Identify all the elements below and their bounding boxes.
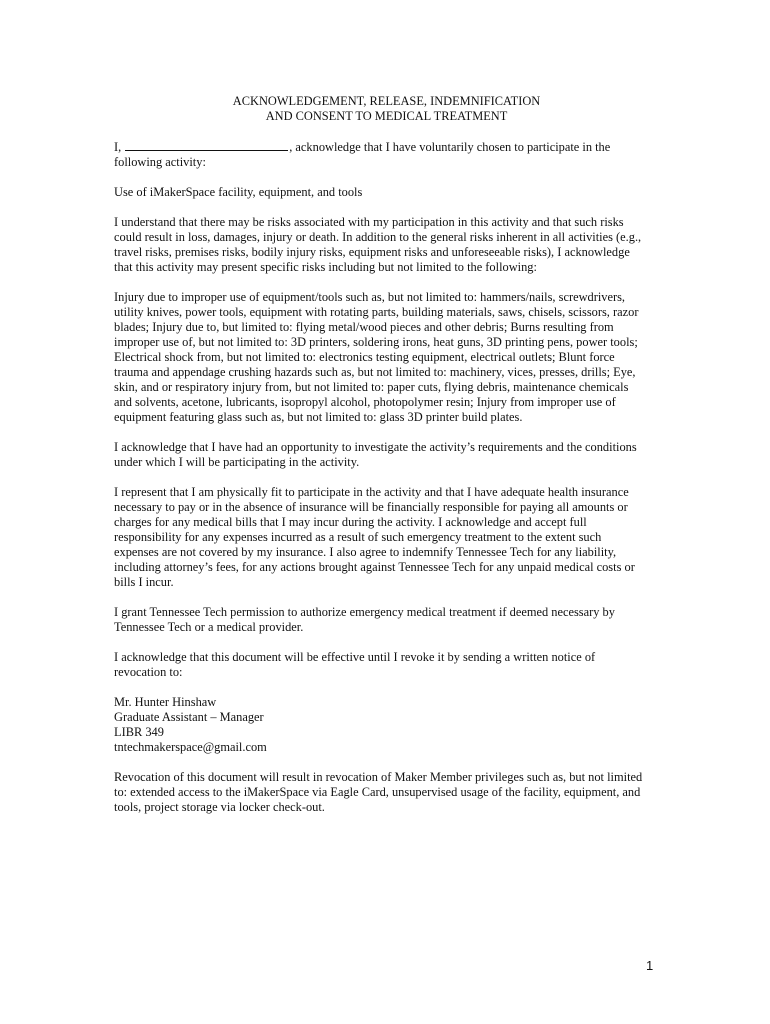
title-line-2: AND CONSENT TO MEDICAL TREATMENT bbox=[265, 109, 508, 123]
contact-title: Graduate Assistant – Manager bbox=[114, 710, 264, 724]
paragraph-line: trauma and appendage crushing hazards such as, but not limited to: machinery, vices, presses, drills; Eye, bbox=[114, 365, 636, 379]
participant-line-1 bbox=[114, 139, 659, 155]
document-title bbox=[114, 94, 659, 124]
paragraph-line: expenses are not covered by my insurance. I also agree to indemnify Tennessee Tech for any liability, bbox=[114, 545, 617, 559]
effective-period-paragraph bbox=[114, 650, 659, 680]
paragraph-line: I acknowledge that I have had an opportunity to investigate the activity’s requirements and the conditions bbox=[114, 440, 637, 454]
participant-name-field[interactable] bbox=[125, 139, 288, 151]
paragraph-line: equipment featuring glass such as, but not limited to: glass 3D printer build plates. bbox=[114, 410, 523, 424]
paragraph-line: revocation to: bbox=[114, 665, 183, 679]
contact-name: Mr. Hunter Hinshaw bbox=[114, 695, 217, 709]
paragraph-line: blades; Injury due to, but limited to: flying metal/wood pieces and other debris; Burns resulting from bbox=[114, 320, 614, 334]
paragraph-line: utility knives, power tools, equipment with rotating parts, building materials, saws, chisels, scissors, razor bbox=[114, 305, 639, 319]
paragraph-line: I grant Tennessee Tech permission to authorize emergency medical treatment if deemed necessary by bbox=[114, 605, 615, 619]
paragraph-line: Electrical shock from, but not limited to: electronics testing equipment, electrical outlets; Blunt force bbox=[114, 350, 615, 364]
participant-prefix: I, bbox=[114, 140, 122, 154]
paragraph-line: I represent that I am physically fit to participate in the activity and that I have adequate health insurance bbox=[114, 485, 629, 499]
document-content bbox=[114, 94, 659, 815]
paragraph-line: including attorney’s fees, for any actions brought against Tennessee Tech for any unpaid medical costs or bbox=[114, 560, 635, 574]
participant-statement bbox=[114, 139, 659, 170]
contact-block bbox=[114, 695, 659, 755]
paragraph-line: Injury due to improper use of equipment/tools such as, but not limited to: hammers/nails, screwdrivers, bbox=[114, 290, 626, 304]
activity-text: Use of iMakerSpace facility, equipment, and tools bbox=[114, 185, 363, 199]
revocation-paragraph bbox=[114, 770, 659, 815]
participant-line-2: following activity: bbox=[114, 155, 206, 169]
paragraph-line: I acknowledge that this document will be effective until I revoke it by sending a written notice of bbox=[114, 650, 596, 664]
paragraph-line: Revocation of this document will result in revocation of Maker Member privileges such as, but not limited bbox=[114, 770, 643, 784]
paragraph-line: necessary to pay or in the absence of insurance will be financially responsible for paying all amounts or bbox=[114, 500, 628, 514]
activity-line bbox=[114, 185, 659, 200]
paragraph-line: tools, project storage via locker check-out. bbox=[114, 800, 325, 814]
paragraph-line: improper use of, but not limited to: 3D printers, soldering irons, heat guns, 3D printing pens, power tools; bbox=[114, 335, 638, 349]
paragraph-line: Tennessee Tech or a medical provider. bbox=[114, 620, 304, 634]
page-number: 1 bbox=[646, 958, 654, 973]
paragraph-line: and solvents, acetone, lubricants, isopropyl alcohol, photopolymer resin; Injury from improper use of bbox=[114, 395, 616, 409]
participant-suffix: , acknowledge that I have voluntarily chosen to participate in the bbox=[289, 140, 611, 154]
title-line-1: ACKNOWLEDGEMENT, RELEASE, INDEMNIFICATION bbox=[232, 94, 541, 108]
specific-risks-paragraph bbox=[114, 290, 659, 425]
paragraph-line: responsibility for any expenses incurred as a result of such emergency treatment to the extent such bbox=[114, 530, 602, 544]
paragraph-line: to: extended access to the iMakerSpace via Eagle Card, unsupervised usage of the facility, equipment, and bbox=[114, 785, 641, 799]
paragraph-line: charges for any medical bills that I may incur during the activity. I acknowledge and accept full bbox=[114, 515, 587, 529]
paragraph-line: travel risks, premises risks, bodily injury risks, equipment risks and unforeseeable risks), I acknowledge bbox=[114, 245, 630, 259]
contact-email: tntechmakerspace@gmail.com bbox=[114, 740, 267, 754]
risk-acknowledgement-paragraph bbox=[114, 215, 659, 275]
paragraph-line: under which I will be participating in the activity. bbox=[114, 455, 360, 469]
insurance-paragraph bbox=[114, 485, 659, 590]
medical-permission-paragraph bbox=[114, 605, 659, 635]
investigation-paragraph bbox=[114, 440, 659, 470]
paragraph-line: I understand that there may be risks associated with my participation in this activity and that such risks bbox=[114, 215, 624, 229]
paragraph-line: bills I incur. bbox=[114, 575, 174, 589]
paragraph-line: could result in loss, damages, injury or death. In addition to the general risks inherent in all activities (e.g., bbox=[114, 230, 642, 244]
paragraph-line: skin, and or respiratory injury from, but not limited to: paper cuts, flying debris, maintenance chemicals bbox=[114, 380, 629, 394]
contact-room: LIBR 349 bbox=[114, 725, 164, 739]
paragraph-line: that this activity may present specific risks including but not limited to the following: bbox=[114, 260, 537, 274]
